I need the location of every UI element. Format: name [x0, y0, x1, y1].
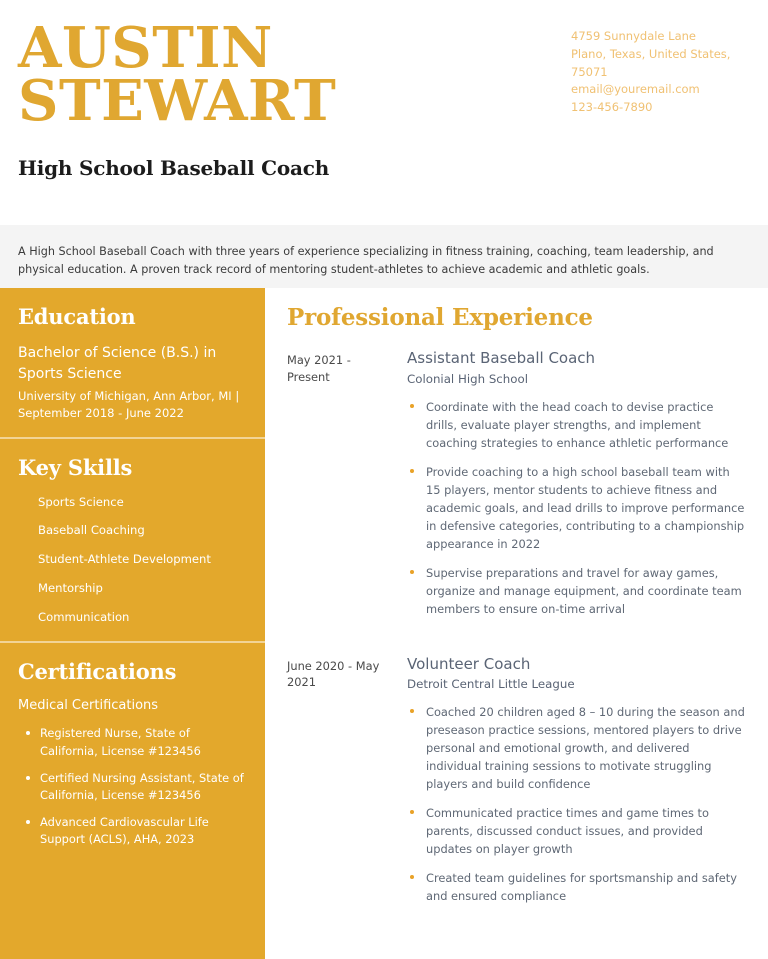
sidebar: [0, 288, 265, 959]
experience-dates: May 2021 - Present: [287, 353, 351, 384]
experience-entry: [287, 349, 746, 629]
skills-heading: Key Skills: [18, 454, 133, 480]
experience-org: Detroit Central Little League: [407, 677, 575, 692]
sidebar-section-education: [0, 288, 265, 437]
skills-list: [18, 494, 247, 626]
experience-dates: June 2020 - May 2021: [287, 658, 380, 690]
education-degree: Bachelor of Science (B.S.) in Sports Science: [18, 345, 217, 382]
list-item: Provide coaching to a high school baseball team with 15 players, mentor students to achieve fitness and academic goals, and lead drills to improve performance in defensive categories, contributing to a championship appearance in 2022: [407, 463, 746, 553]
contact-phone[interactable]: 123-456-7890: [571, 100, 653, 115]
list-item: Coached 20 children aged 8 – 10 during the season and preseason practice sessions, mentored players to drive personal and emotional growth, and delivered individual training sessions to motivate struggling players and build confidence: [407, 703, 746, 793]
summary-band: [0, 225, 768, 288]
contact-email[interactable]: email@youremail.com: [571, 82, 700, 97]
list-item: Created team guidelines for sportsmanship and safety and ensured compliance: [407, 869, 746, 905]
list-item: Certified Nursing Assistant, State of California, License #123456: [22, 770, 247, 804]
contact-block: [571, 28, 746, 117]
experience-heading: Professional Experience: [287, 304, 593, 331]
list-item: Communication: [38, 609, 130, 624]
experience-role: Volunteer Coach: [407, 654, 531, 673]
page-title: AUSTIN STEWART: [18, 15, 337, 135]
experience-details: [407, 655, 746, 917]
list-item: Coordinate with the head coach to devise practice drills, evaluate player strengths, and implement coaching strategies to enhance athletic performance: [407, 398, 746, 452]
experience-role: Assistant Baseball Coach: [407, 349, 596, 367]
contact-address-line1: 4759 Sunnydale Lane: [571, 29, 696, 43]
list-item: Student-Athlete Development: [38, 552, 211, 567]
experience-org: Colonial High School: [407, 371, 528, 386]
list-item: Communicated practice times and game times to parents, discussed conduct issues, and provided updates on player growth: [407, 804, 746, 858]
experience-entry: [287, 655, 746, 917]
sidebar-section-skills: [0, 439, 265, 642]
education-meta: University of Michigan, Ann Arbor, MI | September 2018 - June 2022: [18, 389, 240, 421]
resume-body: [0, 288, 768, 959]
certifications-heading: Certifications: [18, 659, 177, 685]
sidebar-section-certifications: [0, 643, 265, 872]
list-item: Mentorship: [38, 580, 103, 595]
list-item: Registered Nurse, State of California, License #123456: [22, 725, 247, 759]
header-job-title: High School Baseball Coach: [18, 156, 330, 181]
certifications-subheading: Medical Certifications: [18, 698, 159, 714]
list-item: Sports Science: [38, 494, 124, 509]
experience-details: [407, 349, 746, 629]
experience-bullets: [407, 703, 746, 905]
main-column: [265, 288, 768, 959]
resume-header: [0, 0, 768, 225]
contact-address-line2: Plano, Texas, United States, 75071: [571, 46, 731, 79]
list-item: Baseball Coaching: [38, 523, 145, 538]
certifications-list: [18, 725, 247, 848]
experience-bullets: [407, 398, 746, 618]
list-item: Supervise preparations and travel for away games, organize and manage equipment, and coordinate team members to ensure on-time arrival: [407, 564, 746, 618]
education-heading: Education: [18, 304, 136, 329]
summary-text: A High School Baseball Coach with three years of experience specializing in fitness training, coaching, team leadership, and physical education. A proven track record of mentoring student-athletes to achieve academic and athletic goals.: [18, 245, 714, 277]
list-item: Advanced Cardiovascular Life Support (ACLS), AHA, 2023: [22, 814, 247, 848]
